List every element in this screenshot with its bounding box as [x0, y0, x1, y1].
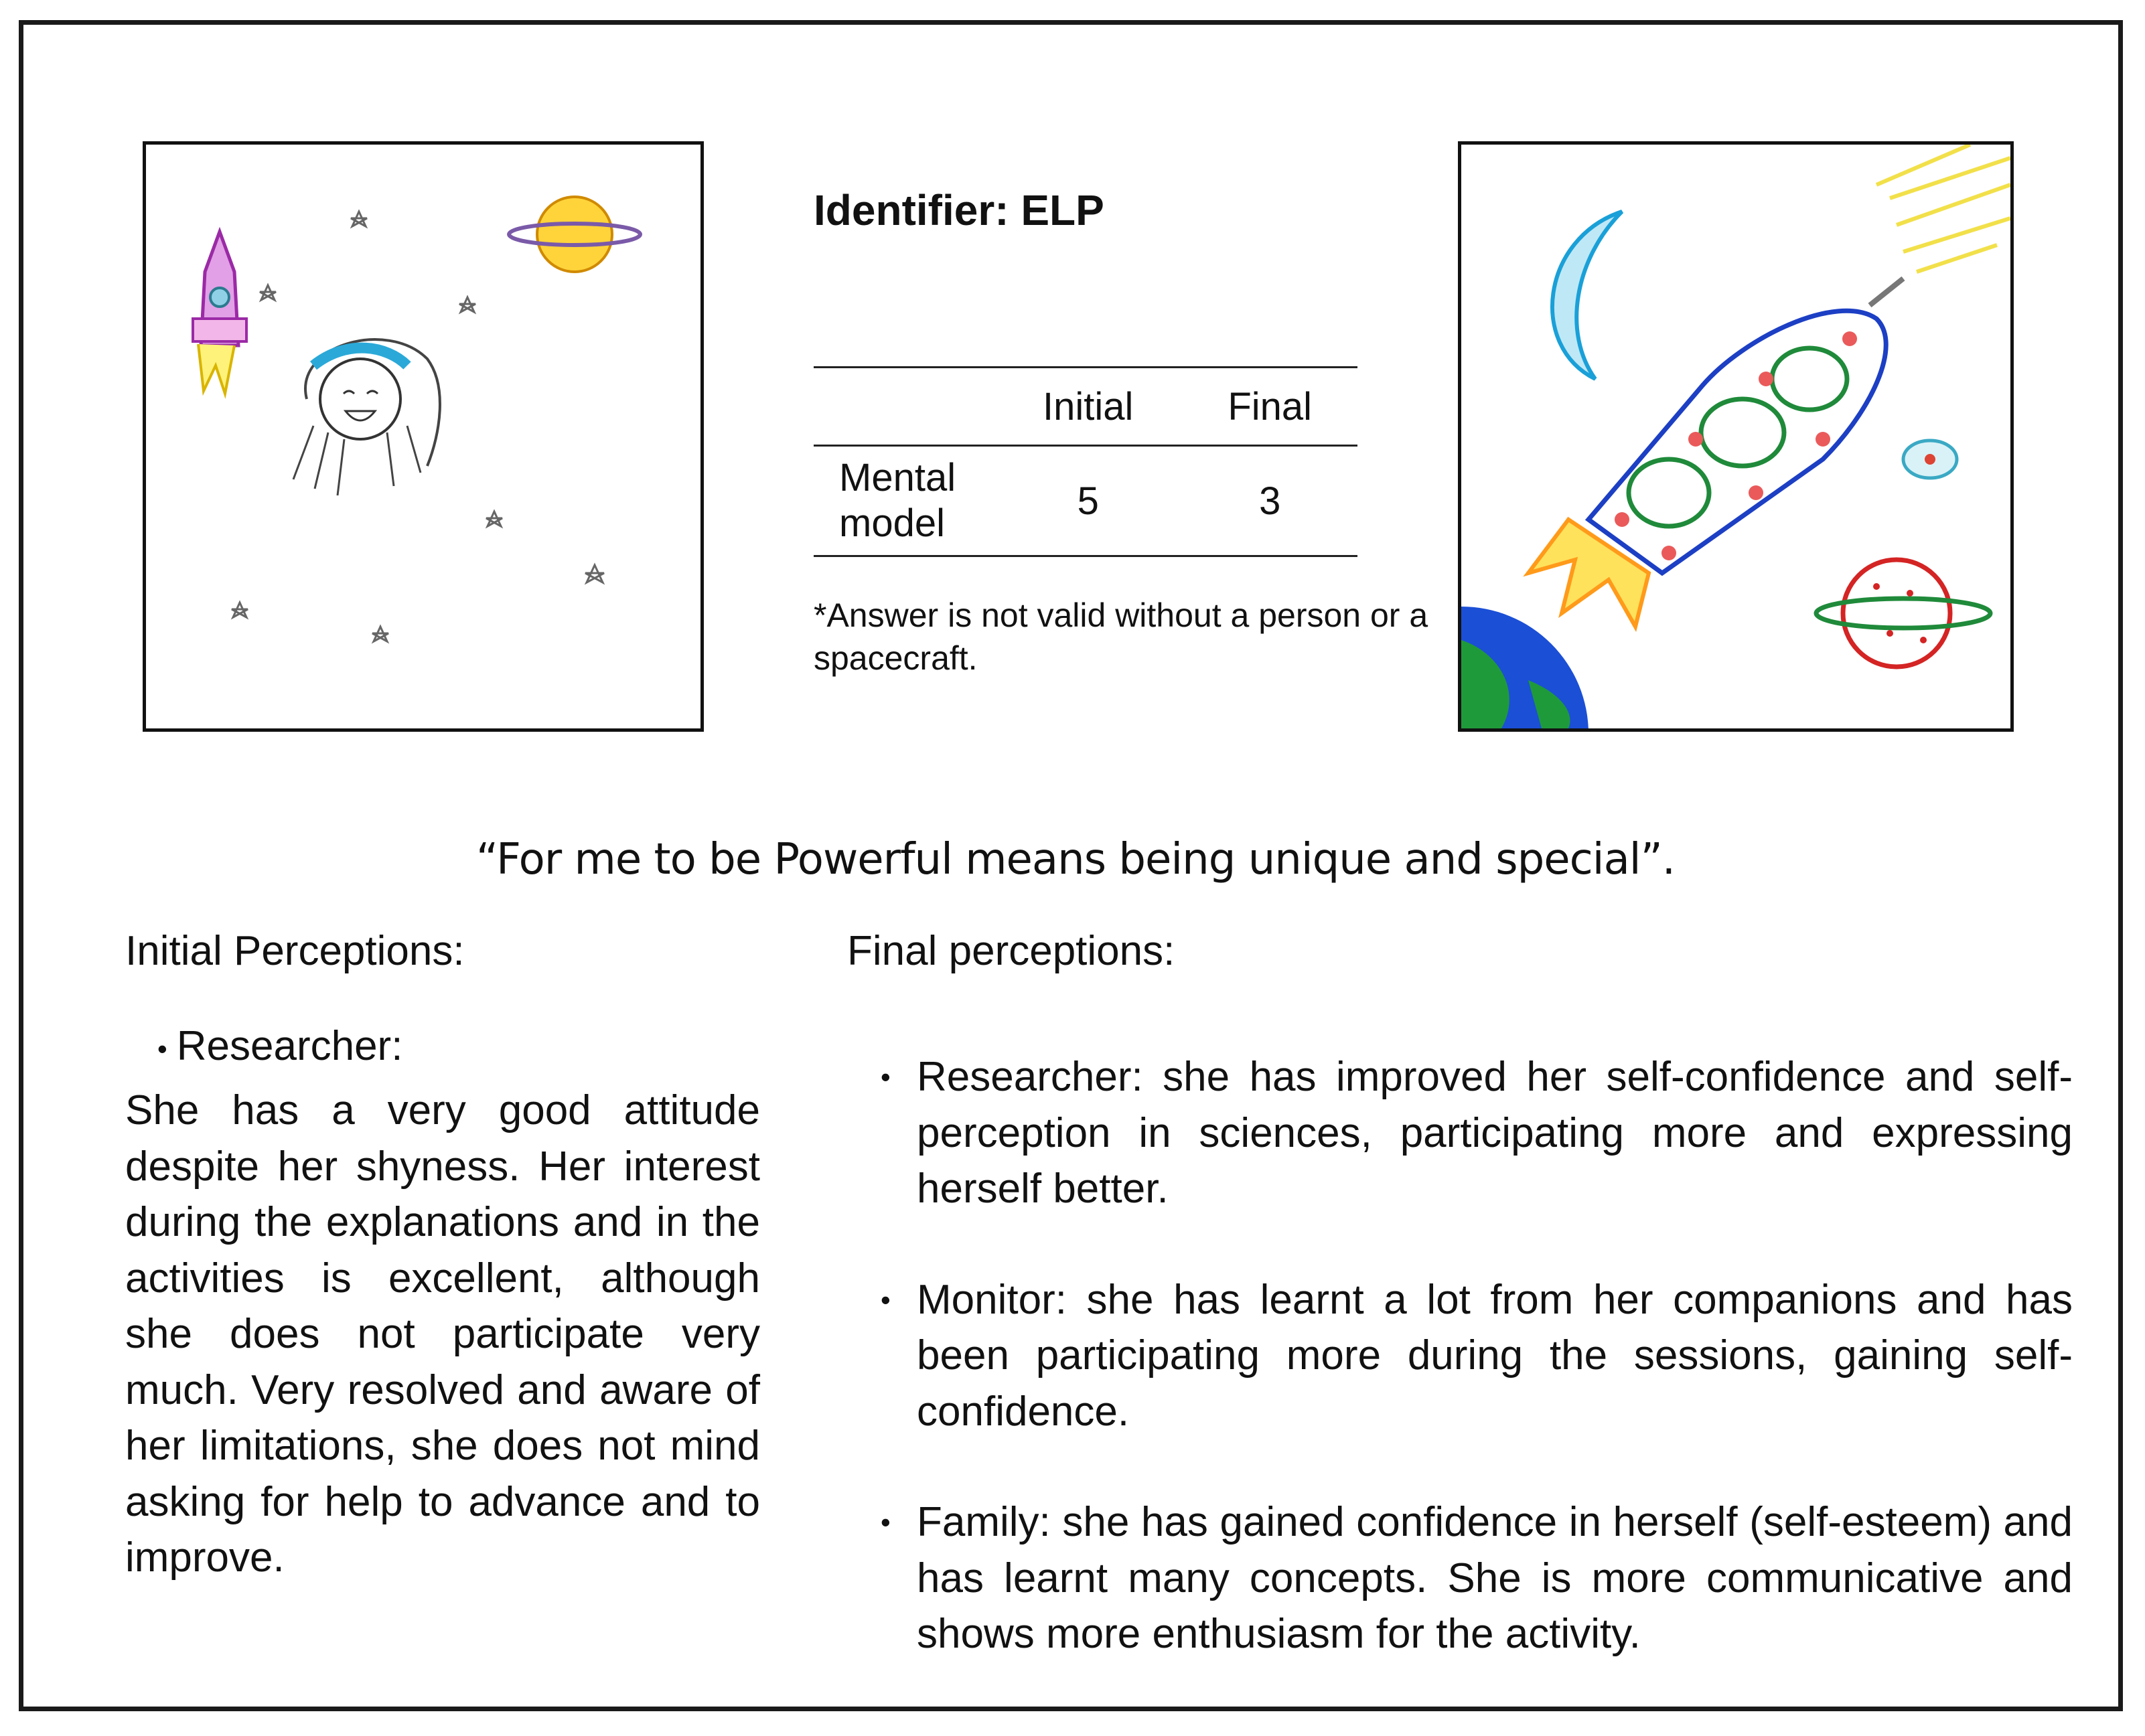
list-item [881, 1272, 2073, 1440]
bullet-icon: • [881, 1283, 891, 1316]
row-label-line1: Mental [839, 456, 956, 499]
quote: “For me to be Powerful means being unique and special”. [475, 835, 1676, 884]
final-item-text: Family: she has gained confidence in herself (self-esteem) and has learnt many concepts. She is more communicative and shows more enthusiasm for the activity. [917, 1499, 2073, 1657]
figure-frame [19, 20, 2123, 1711]
final-item-text: Researcher: she has improved her self-confidence and self-perception in sciences, participating more and expressing herself better. [917, 1054, 2073, 1212]
table-header-initial: Initial [994, 368, 1182, 446]
initial-perceptions-text: She has a very good attitude despite her shyness. Her interest during the explanations and in the activities is excellent, although she does not participate very much. Very resolved and aware of her limitations, she does not mind asking for help to advance and to improve. [125, 1087, 760, 1581]
row-label-line2: model [839, 501, 945, 545]
rocket-sketch-final [1528, 279, 1903, 627]
row-label [814, 446, 994, 556]
final-value: 3 [1182, 446, 1357, 556]
sun-sketch [1876, 145, 2010, 272]
table-header-empty [814, 368, 994, 446]
table-header-final: Final [1182, 368, 1357, 446]
final-perceptions-heading: Final perceptions: [847, 928, 1175, 974]
list-item [881, 1494, 2073, 1662]
bullet-icon: • [157, 1032, 167, 1064]
final-perceptions-list [881, 1049, 2073, 1717]
rocket-sketch [193, 232, 246, 394]
star-sketches [232, 212, 604, 641]
table-row [814, 446, 1357, 556]
footnote: *Answer is not valid without a person or a spacecraft. [814, 597, 1428, 677]
initial-bullet-label: Researcher: [176, 1023, 403, 1069]
earth-sketch [1461, 607, 1588, 728]
identifier-label: Identifier: ELP [814, 186, 1104, 234]
final-drawing [1458, 141, 2014, 732]
initial-bullet [157, 1022, 402, 1070]
planet-sketch-final [1816, 560, 1990, 667]
list-item [881, 1049, 2073, 1217]
initial-value: 5 [994, 446, 1182, 556]
person-sketch [293, 339, 440, 495]
bullet-icon: • [881, 1506, 891, 1538]
table-header-row [814, 368, 1357, 446]
alien-sketch [1903, 441, 1957, 478]
moon-sketch [1552, 212, 1622, 379]
bullet-icon: • [881, 1061, 891, 1093]
final-item-text: Monitor: she has learnt a lot from her companions and has been participating more during the sessions, gaining self-confidence. [917, 1276, 2073, 1435]
mental-model-table [814, 366, 1357, 557]
initial-drawing [143, 141, 704, 732]
planet-sketch [509, 197, 640, 272]
initial-perceptions-heading: Initial Perceptions: [125, 928, 465, 974]
